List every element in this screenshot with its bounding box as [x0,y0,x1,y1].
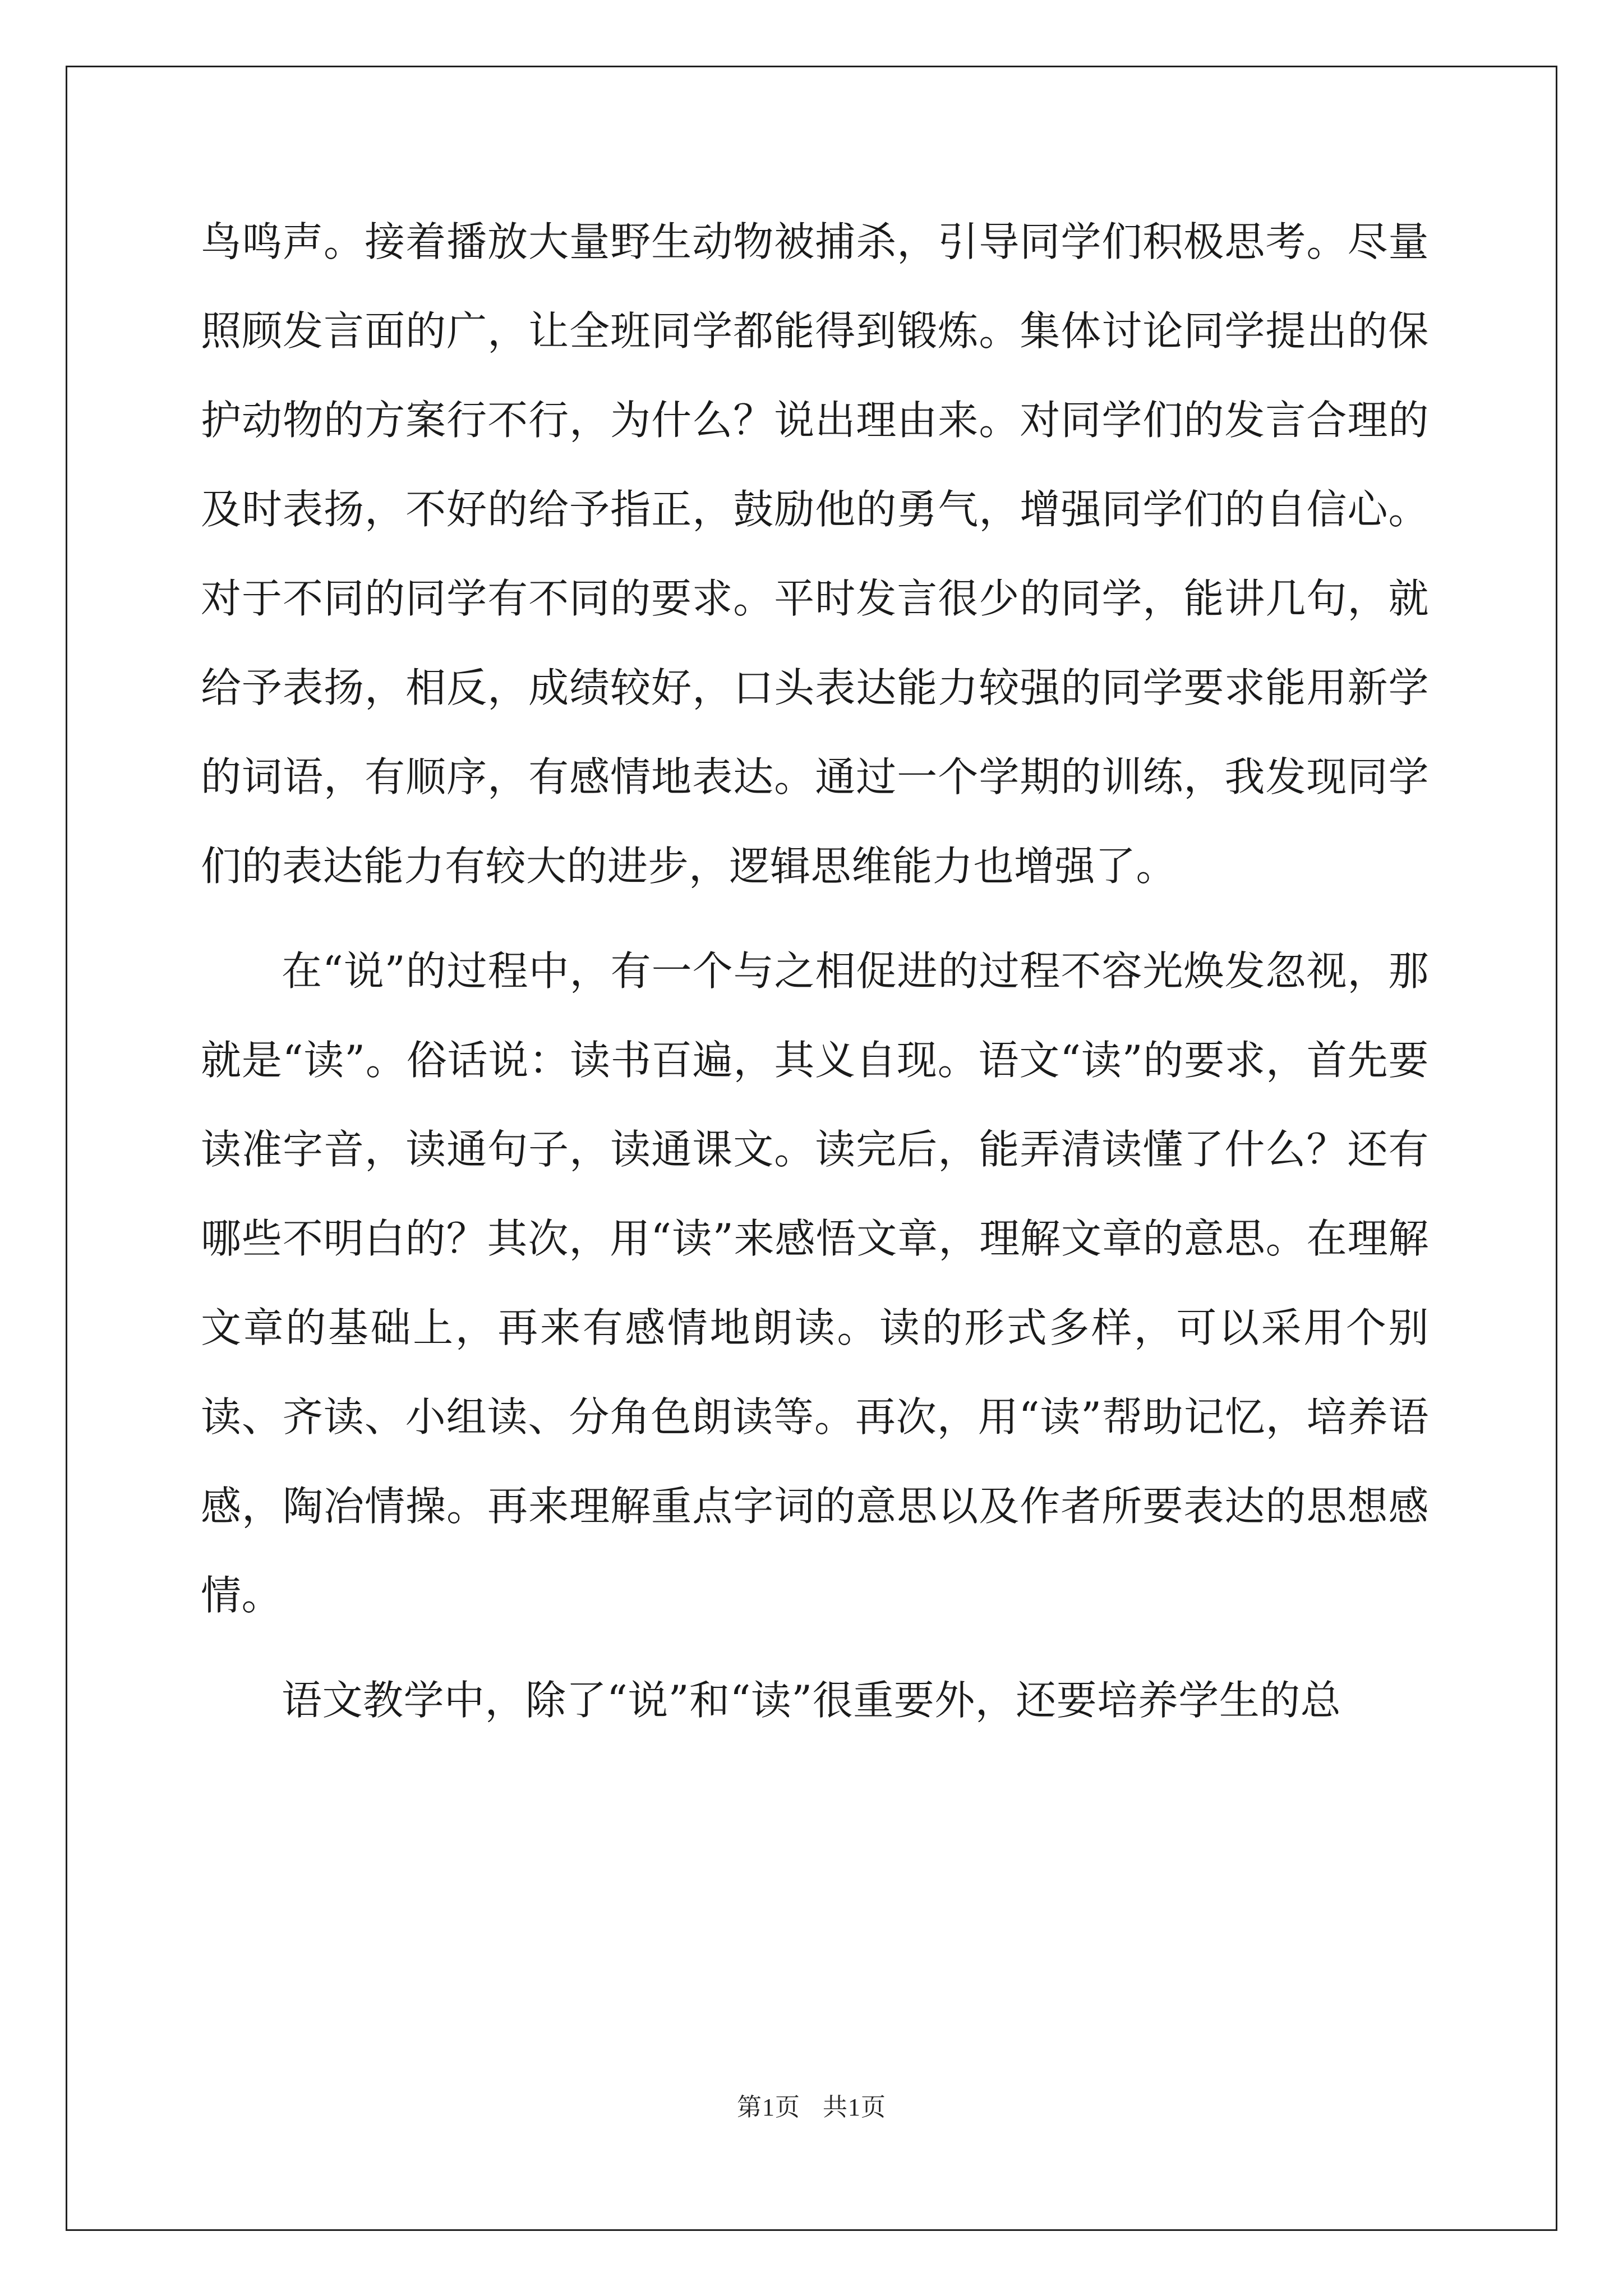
document-body [201,197,1429,1745]
paragraph-3: 语文教学中，除了“说”和“读”很重要外，还要培养学生的总 [282,1677,1341,1724]
paragraph-2: 在“说”的过程中，有一个与之相促进的过程不容光焕发忽视，那就是“读”。俗话说：读书百遍，其义自现。语文“读”的要求，首先要读准字音，读通句子，读通课文。读完后，能弄清读懂了什么？还有哪些不明白的？其次，用“读”来感悟文章，理解文章的意思。在理解文章的基础上，再来有感情地朗读。读的形式多样，可以采用个别读、齐读、小组读、分角色朗读等。再次，用“读”帮助记忆，培养语感，陶冶情操。再来理解重点字词的意思以及作者所要表达的思想感情。 [201,947,1429,1619]
page-footer [0,2087,1623,2123]
page-number-total: 共1页 [823,2093,886,2121]
page-number-current: 第1页 [737,2093,800,2121]
paragraph-1: 鸟鸣声。接着播放大量野生动物被捕杀，引导同学们积极思考。尽量照顾发言面的广，让全班同学都能得到锻炼。集体讨论同学提出的保护动物的方案行不行，为什么？说出理由来。对同学们的发言合理的及时表扬，不好的给予指正，鼓励他的勇气，增强同学们的自信心。对于不同的同学有不同的要求。平时发言很少的同学，能讲几句，就给予表扬，相反，成绩较好，口头表达能力较强的同学要求能用新学的词语，有顺序，有感情地表达。通过一个学期的训练，我发现同学们的表达能力有较大的进步，逻辑思维能力也增强了。 [201,218,1429,890]
